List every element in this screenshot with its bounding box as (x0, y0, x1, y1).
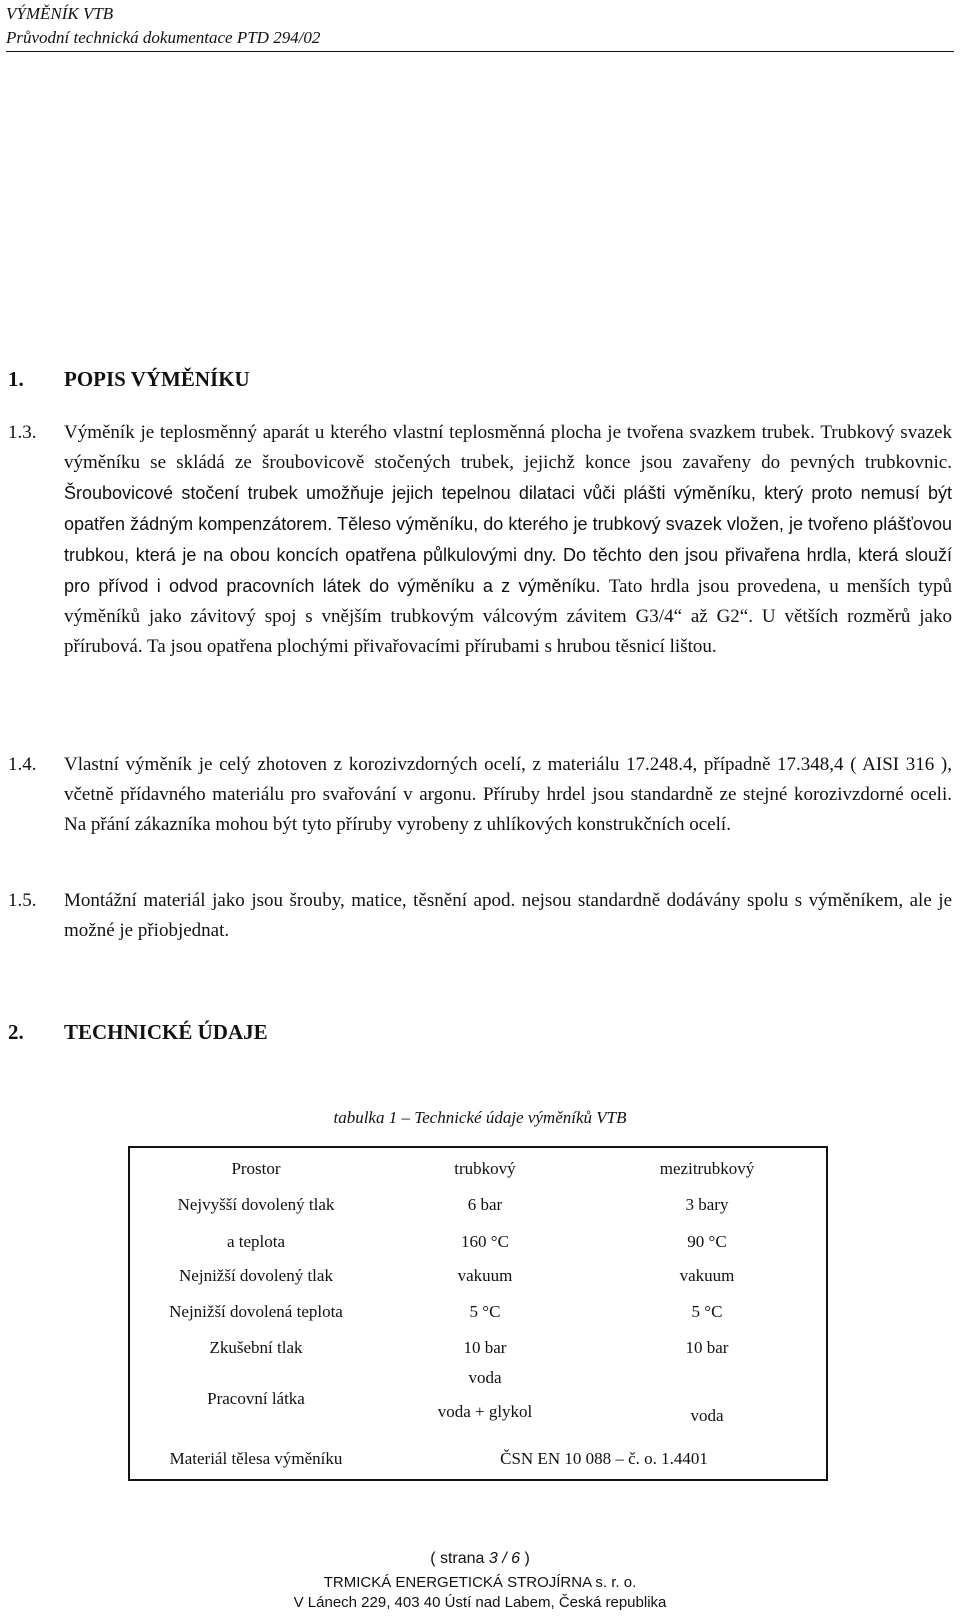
item-1-5-paragraph (64, 886, 952, 946)
page-open: ( strana (430, 1550, 489, 1567)
page-total: 6 (511, 1550, 521, 1567)
header-cell-tube: trubkový (454, 1158, 516, 1178)
shell-value: 5 °C (691, 1301, 723, 1321)
footer-address: V Lánech 229, 403 40 Ústí nad Labem, Česká republika (293, 1594, 667, 1611)
item-1-3-text-a: Výměník je teplosměnný aparát u kterého vlastní teplosměnná plocha je tvořena svazkem trubek. Trubkový svazek výměníku se skládá ze šroubovicově stočených trubek, jejichž konce jsou zavařeny do pevných trubkovnic. (64, 422, 952, 473)
page-current: 3 (488, 1550, 498, 1567)
table-row (130, 1223, 826, 1260)
tube-value: 6 bar (467, 1194, 503, 1214)
shell-value: 10 bar (685, 1337, 729, 1357)
table-row-material (130, 1440, 826, 1477)
item-1-4-paragraph (64, 750, 952, 840)
table-caption: tabulka 1 – Technické údaje výměníků VTB (333, 1108, 627, 1127)
header-cell-space: Prostor (231, 1158, 281, 1178)
item-1-5-text: Montážní materiál jako jsou šrouby, matice, těsnění apod. nejsou standardně dodávány spolu s výměníkem, ale je možné je přiobjednat. (64, 890, 952, 941)
working-fluid-tube-line1: voda (468, 1368, 502, 1387)
row-label: Zkušební tlak (209, 1337, 303, 1357)
table-row (130, 1186, 826, 1223)
section-2-title: TECHNICKÉ ÚDAJE (64, 1020, 268, 1044)
table-header-row (130, 1150, 826, 1187)
page-number (0, 1550, 960, 1568)
shell-value: vakuum (679, 1265, 735, 1285)
item-1-3-number: 1.3. (8, 422, 37, 443)
page-separator: / (497, 1550, 512, 1567)
table-row (130, 1293, 826, 1330)
section-1-title: POPIS VÝMĚNÍKU (64, 367, 250, 391)
tube-value: 160 °C (461, 1231, 509, 1251)
shell-value: 3 bary (685, 1194, 729, 1214)
shell-value: 90 °C (687, 1231, 727, 1251)
tube-value: 5 °C (469, 1301, 501, 1321)
footer-company: TRMICKÁ ENERGETICKÁ STROJÍRNA s. r. o. (323, 1574, 637, 1591)
tube-value: vakuum (457, 1265, 513, 1285)
working-fluid-shell: voda (690, 1406, 724, 1425)
section-2-number: 2. (8, 1020, 24, 1044)
technical-data-table (128, 1146, 828, 1481)
item-1-5-number: 1.5. (8, 890, 37, 911)
row-label: Nejvyšší dovolený tlak (177, 1194, 335, 1214)
item-1-4-number: 1.4. (8, 754, 37, 775)
header-divider (6, 51, 954, 52)
item-1-4-text: Vlastní výměník je celý zhotoven z korozivzdorných ocelí, z materiálu 17.248.4, případně 17.348,4 ( AISI 316 ), včetně přídavného materiálu pro svařování v argonu. Příruby hrdel jsou standardně ze stejné korozivzdorné oceli. Na přání zákazníka mohou být tyto příruby vyrobeny z uhlíkových konstrukčních ocelí. (64, 754, 952, 835)
table-row (130, 1329, 826, 1366)
header-cell-shell: mezitrubkový (659, 1158, 755, 1178)
item-1-3-paragraph (64, 418, 952, 662)
working-fluid-tube-line2: voda + glykol (437, 1402, 533, 1421)
item-1-3-text-b: Šroubovicové stočení trubek umožňuje jejich tepelnou dilataci vůči plášti výměníku, který proto nemusí být opatřen žádným kompenzátorem. Těleso výměníku, do kterého je trubkový svazek vložen, je tvořeno plášťovou trubkou, která je na obou koncích opatřena půlkulovými dny. Do těchto den jsou přivařena hrdla, která slouží pro přívod i odvod pracovních látek do výměníku a z výměníku. (64, 483, 952, 596)
item-1-3-text-c: Tato hrdla jsou provedena, u menších typů výměníků jako závitový spoj s vnějším trubkovým válcovým závitem G3/4“ až G2“. U větších rozměrů jako přírubová. Ta jsou opatřena plochými přivařovacími přírubami s hrubou těsnicí lištou. (64, 576, 952, 657)
row-label: a teplota (226, 1231, 286, 1251)
header-subtitle: Průvodní technická dokumentace PTD 294/02 (6, 28, 321, 47)
working-fluid-label: Pracovní látka (207, 1389, 305, 1408)
row-label: Nejnižší dovolený tlak (179, 1265, 333, 1285)
row-label: Nejnižší dovolená teplota (169, 1301, 343, 1321)
tube-value: 10 bar (463, 1337, 507, 1357)
material-value: ČSN EN 10 088 – č. o. 1.4401 (500, 1448, 708, 1468)
section-1-number: 1. (8, 367, 24, 391)
table-row (130, 1257, 826, 1294)
page-close: ) (520, 1550, 530, 1567)
header-title: VÝMĚNÍK VTB (6, 4, 114, 23)
material-label: Materiál tělesa výměníku (169, 1448, 343, 1468)
